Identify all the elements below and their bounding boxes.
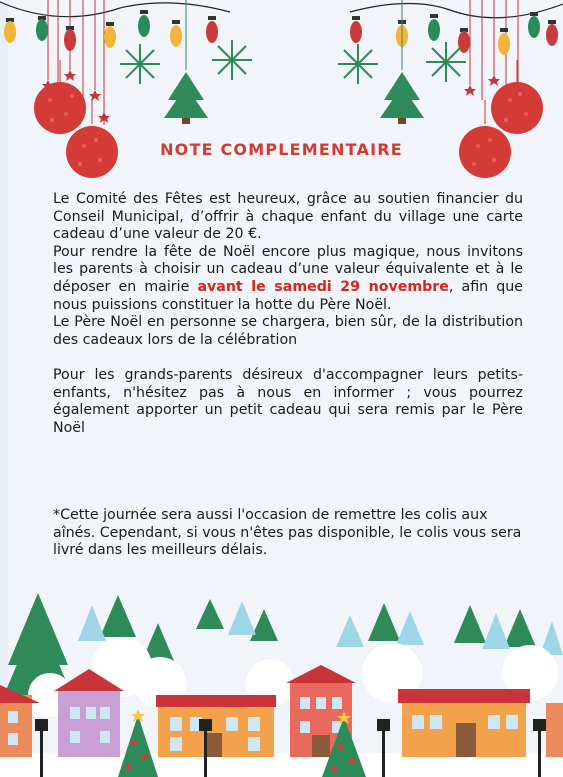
paragraph-gift-card: Le Comité des Fêtes est heureux, grâce au soutien financier du Conseil Municipal, d’offrir à chaque enfant du village une carte cadeau d’une valeur de 20 €. <box>53 191 523 243</box>
snowflake-icon <box>120 40 466 84</box>
page-title: NOTE COMPLEMENTAIRE <box>160 140 403 159</box>
christmas-tree-icon <box>164 0 424 124</box>
paragraph-gift-deposit <box>53 244 523 314</box>
paragraph-santa: Le Père Noël en personne se chargera, bien sûr, de la distribution des cadeaux lors de la célébration <box>53 314 523 348</box>
village-illustration <box>0 585 563 777</box>
paragraph-deposit-text: Pour rendre la fête de Noël encore plus magique, nous invitons les parents à choisir un cadeau d’une valeur équivalente et à le déposer en mairie <box>53 243 523 295</box>
paragraph-grandparents: Pour les grands-parents désireux d'accompagner leurs petits-enfants, n'hésitez pas à nous en informer ; vous pourrez également apporter un petit cadeau qui sera remis par le Père Noël <box>53 366 523 436</box>
footnote: *Cette journée sera aussi l'occasion de remettre les colis aux aînés. Cependant, si vous n'êtes pas disponible, le colis vous sera livré dans les meilleurs délais. <box>53 507 522 559</box>
paragraph-spacer <box>53 349 523 367</box>
paragraph-deposit-end: , afin que nous puissions constituer la hotte du Père Noël. <box>53 278 523 313</box>
deadline-highlight: avant le samedi 29 novembre <box>197 278 449 295</box>
red-ornament-ball-icon <box>34 60 543 178</box>
main-text <box>53 191 523 437</box>
christmas-lights-decoration <box>0 0 563 190</box>
